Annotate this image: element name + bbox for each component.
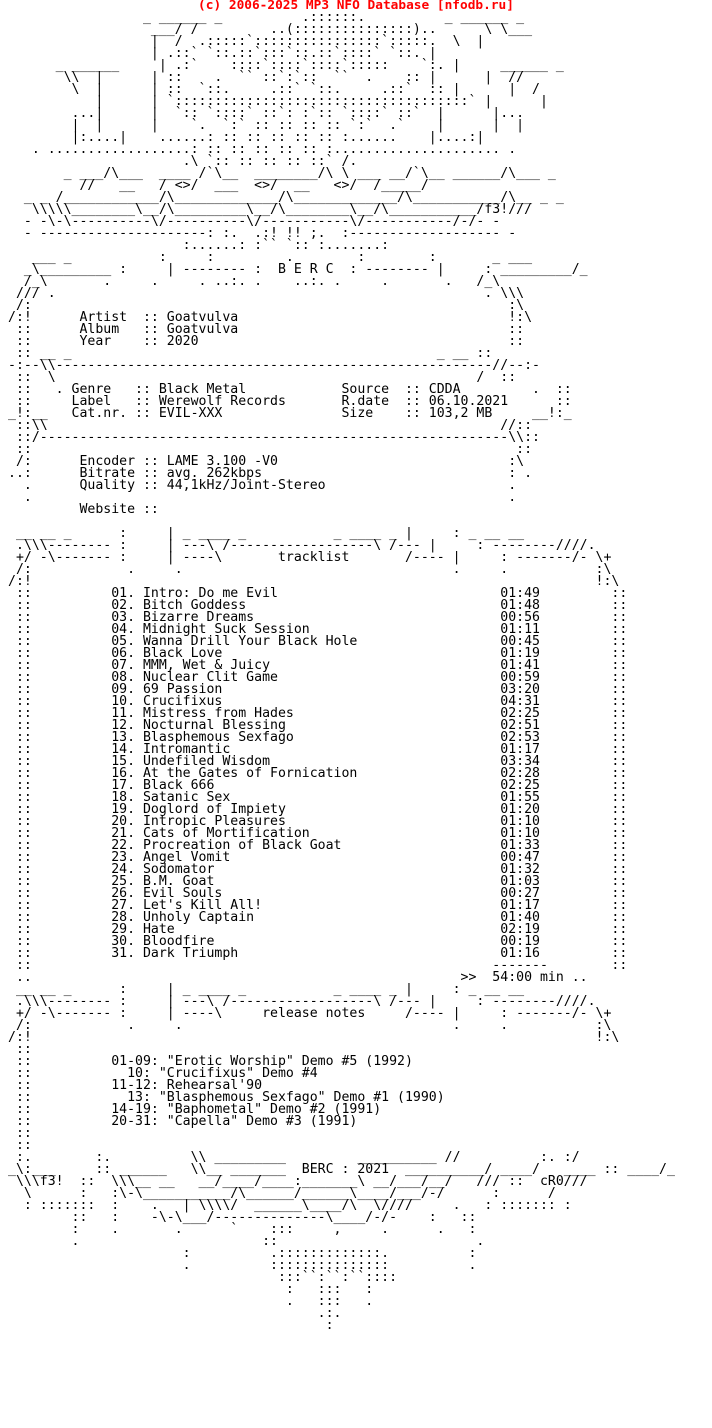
nfo-line: - ---------------------: :. .:! !! ;. :------------------- -: [8, 226, 517, 241]
nfo-line: . ::: .: [8, 1294, 374, 1309]
nfo-line: : ::::::: : . | \\\\/ ______\____/\ \//// . : ::::::: :: [8, 1198, 572, 1213]
nfo-line: :: 30. Bloodfire 00:19 ::: [8, 934, 628, 949]
nfo-line: _ ______ | .:` ::::`::::`::::`::::: `:. | ______ _: [8, 58, 564, 73]
nfo-line: :: 10: "Crucifixus" Demo #4: [8, 1066, 318, 1081]
nfo-line: .:.: [8, 1306, 342, 1321]
nfo-line: :: 26. Evil Souls 00:27 ::: [8, 886, 628, 901]
nfo-line: :: 23. Angel Vomit 00:47 ::: [8, 850, 628, 865]
nfo-line: ::: [8, 1138, 32, 1153]
nfo-line: :: 13. Blasphemous Sexfago 02:53 ::: [8, 730, 628, 745]
nfo-line: :: Label :: Werewolf Records R.date :: 06.10.2021 ::: [8, 394, 572, 409]
nfo-line: :: 14-19: "Baphometal" Demo #2 (1991): [8, 1102, 382, 1117]
nfo-line: :: : -\-\___/--------------\____/-/- : ::: [8, 1210, 477, 1225]
nfo-line: :: 09. 69 Passion 03:20 ::: [8, 682, 628, 697]
nfo-line: :: . Genre :: Black Metal Source :: CDDA . ::: [8, 382, 572, 397]
nfo-line: :: __ _ _ __ ::: [8, 346, 493, 361]
nfo-line: :: 24. Sodomator 01:32 ::: [8, 862, 628, 877]
nfo-line: :: 05. Wanna Drill Your Black Hole 00:45 ::: [8, 634, 628, 649]
nfo-line: . ..................: :: :: :: :: :: :..................... .: [8, 142, 517, 157]
nfo-line: :: 08. Nuclear Clit Game 00:59 ::: [8, 670, 628, 685]
nfo-line: /: . . . . :\: [8, 562, 612, 577]
nfo-line: _ ___/\___ ____ /`\__ ________/\ \ ___ __/`\__ ______/\___ _: [8, 166, 556, 181]
nfo-line: | / .:::::`::::::::::::::::`:::::. \ |: [8, 34, 485, 49]
nfo-line: +/ -\------- : | ----\ tracklist /---- | : -------/- \+: [8, 550, 612, 565]
nfo-line: :: 13: "Blasphemous Sexfago" Demo #1 (1990): [8, 1090, 445, 1105]
nfo-line: _ _ /____________/\_____________/\_____________/\___________/\__ _ _: [8, 190, 564, 205]
nfo-line: | | `:::::::::::::::::::::::::::::::::::::` | |: [8, 94, 548, 109]
nfo-line: .\\\-------- : | ---\ /------------------\ /--- | : --------////.: [8, 538, 596, 553]
nfo-line: - -\-\----------\/----------\/-----------\/-----------/-/- -: [8, 214, 501, 229]
nfo-line: /: . . . . :\: [8, 1018, 612, 1033]
nfo-line: :: 25. B.M. Goat 01:03 ::: [8, 874, 628, 889]
nfo-line: __ __ _ : | _ ____ _ _ ____ _ | : _ __ __: [8, 526, 525, 541]
nfo-line: ...| | `:: `::::` ::`: :`:: `::::` ::` | |...: [8, 106, 525, 121]
nfo-line: | | | `. `:` :: :: :: :: `:` .` | | |: [8, 118, 525, 133]
nfo-line: . Quality :: 44,1kHz/Joint-Stereo .: [8, 478, 517, 493]
nfo-line: :: 04. Midnight Suck Session 01:11 ::: [8, 622, 628, 637]
nfo-line: /: Encoder :: LAME 3.100 -V0 :\: [8, 454, 525, 469]
nfo-line: |:....| ......: :: :: :: :: :: :...... |....:|: [8, 130, 485, 145]
nfo-ascii-art: [8, 12, 675, 1332]
nfo-line: -:--\\-------------------------------------------------------//--:-: [8, 358, 540, 373]
nfo-line: :: 07. MMM, Wet & Juicy 01:41 ::: [8, 658, 628, 673]
nfo-line: _\_________ : | -------- : B E R C : -------- | : _________/_: [8, 262, 588, 277]
nfo-line: :: 01-09: "Erotic Worship" Demo #5 (1992): [8, 1054, 413, 1069]
nfo-line: \\\\\________\__/\_________\__/\________\__/\___________/f3!///: [8, 202, 533, 217]
nfo-line: : . . ` ::: , . . :: [8, 1222, 477, 1237]
nfo-line: :: 06. Black Love 01:19 ::: [8, 646, 628, 661]
nfo-line: :: [8, 1318, 334, 1333]
nfo-line: :: 20-31: "Capella" Demo #3 (1991): [8, 1114, 358, 1129]
nfo-line: :......: :`` `:: :.......:: [8, 238, 390, 253]
nfo-line: :: 18. Satanic Sex 01:55 ::: [8, 790, 628, 805]
nfo-line: : .:::::::::::::. :: [8, 1246, 477, 1261]
nfo-line: /_\ . . . ..:. . ..:. . . . /_\: [8, 274, 501, 289]
nfo-line: : ::: :: [8, 1282, 374, 1297]
nfo-line: :: 02. Bitch Goddess 01:48 ::: [8, 598, 628, 613]
nfo-line: . :: .: [8, 1234, 485, 1249]
nfo-line: :: \ / ::: [8, 370, 517, 385]
nfo-line: .\ `:: :: :: :: ::` /.: [8, 154, 358, 169]
nfo-line: /// . . \\\: [8, 286, 525, 301]
nfo-line: :: 11-12: Rehearsal'90: [8, 1078, 263, 1093]
nfo-line: // __ / <>/ ___ <>/ __ <>/ /_____/: [8, 178, 429, 193]
nfo-line: \ | | :: `::. .::` `::. .::` :: | | /: [8, 82, 540, 97]
nfo-line: :::``:``:``::::: [8, 1270, 398, 1285]
nfo-line: Website ::: [8, 502, 159, 517]
nfo-line: :: 31. Dark Triumph 01:16 ::: [8, 946, 628, 961]
nfo-line: :: 22. Procreation of Black Goat 01:33 ::: [8, 838, 628, 853]
nfo-line: :: 29. Hate 02:19 ::: [8, 922, 628, 937]
nfo-line: ..: Bitrate :: avg. 262kbps : .: [8, 466, 533, 481]
nfo-line: \\ | | :: . `` ::`:`:: `` . :: | | //: [8, 70, 525, 85]
nfo-line: . ::::::::::::::: .: [8, 1258, 477, 1273]
nfo-line: ::: [8, 1126, 32, 1141]
nfo-line: :: Year :: 2020 ::: [8, 334, 525, 349]
nfo-line: /: :\: [8, 298, 525, 313]
nfo-line: :: 03. Bizarre Dreams 00:56 ::: [8, 610, 628, 625]
nfo-line: /:! Artist :: Goatvulva !:\: [8, 310, 533, 325]
nfo-line: :: 21. Cats of Mortification 01:10 ::: [8, 826, 628, 841]
nfo-line: +/ -\------- : | ----\ release notes /---- | : -------/- \+: [8, 1006, 612, 1021]
nfo-line: :: Album :: Goatvulva ::: [8, 322, 525, 337]
nfo-line: ::\\ //::: [8, 418, 533, 433]
nfo-line: :: 20. Intropic Pleasures 01:10 ::: [8, 814, 628, 829]
nfo-line: :: 10. Crucifixus 04:31 ::: [8, 694, 628, 709]
nfo-line: :: 16. At the Gates of Fornication 02:28 ::: [8, 766, 628, 781]
nfo-line: ___/ / ..(:::::::::::::::).. \ \___: [8, 22, 533, 37]
nfo-line: /:! !:\: [8, 1030, 620, 1045]
nfo-line: _!:__ Cat.nr. :: EVIL-XXX Size :: 103,2 MB __!:_: [8, 406, 572, 421]
nfo-line: | .::` `::.::`:::`::.::`::::` `::. |: [8, 46, 437, 61]
nfo-line: :: 11. Mistress from Hades 02:25 ::: [8, 706, 628, 721]
nfo-line: ::/-----------------------------------------------------------\\::: [8, 430, 540, 445]
site-header: (c) 2006-2025 MP3 NFO Database [nfodb.ru]: [198, 0, 514, 13]
nfo-line: ___ _ : : . : : _ ___: [8, 250, 533, 265]
nfo-line: \ : :\-\___________/\______/______\____/___/-/ : /: [8, 1186, 556, 1201]
nfo-line: :: 28. Unholy Captain 01:40 ::: [8, 910, 628, 925]
nfo-line: ::: [8, 1042, 32, 1057]
nfo-line: \\\f3! :: \\\__ __ __/____/____:_______\ __/___/__/ /// :: cR0///: [8, 1174, 588, 1189]
nfo-line: __ __ _ : | _ ____ _ _ ____ _ | : _ __ __: [8, 982, 525, 997]
nfo-line: :: 15. Undefiled Wisdom 03:34 ::: [8, 754, 628, 769]
nfo-line: . .: [8, 490, 517, 505]
nfo-line: :: 17. Black 666 02:25 ::: [8, 778, 628, 793]
nfo-line: :: 01. Intro: Do me Evil 01:49 ::: [8, 586, 628, 601]
nfo-line: _\:___ :: ______ \\__ _______ BERC : 2021 __________/ ____/ ____ :: ____/_: [8, 1162, 675, 1177]
nfo-line: /:! !:\: [8, 574, 620, 589]
nfo-line: :: 12. Nocturnal Blessing 02:51 ::: [8, 718, 628, 733]
nfo-line: :: 19. Doglord of Impiety 01:20 ::: [8, 802, 628, 817]
nfo-line: :: ------- ::: [8, 958, 628, 973]
nfo-line: :: 14. Intromantic 01:17 ::: [8, 742, 628, 757]
nfo-line: .\\\-------- : | ---\ /------------------\ /--- | : --------////.: [8, 994, 596, 1009]
nfo-line: .. >> 54:00 min ..: [8, 970, 588, 985]
nfo-line: :. :. \\ _________ __________ // :. :/: [8, 1150, 580, 1165]
nfo-line: _ ______ _ .::::::. _ ______ _: [8, 10, 525, 25]
nfo-line: :: ::: [8, 442, 533, 457]
nfo-line: :: 27. Let's Kill All! 01:17 ::: [8, 898, 628, 913]
